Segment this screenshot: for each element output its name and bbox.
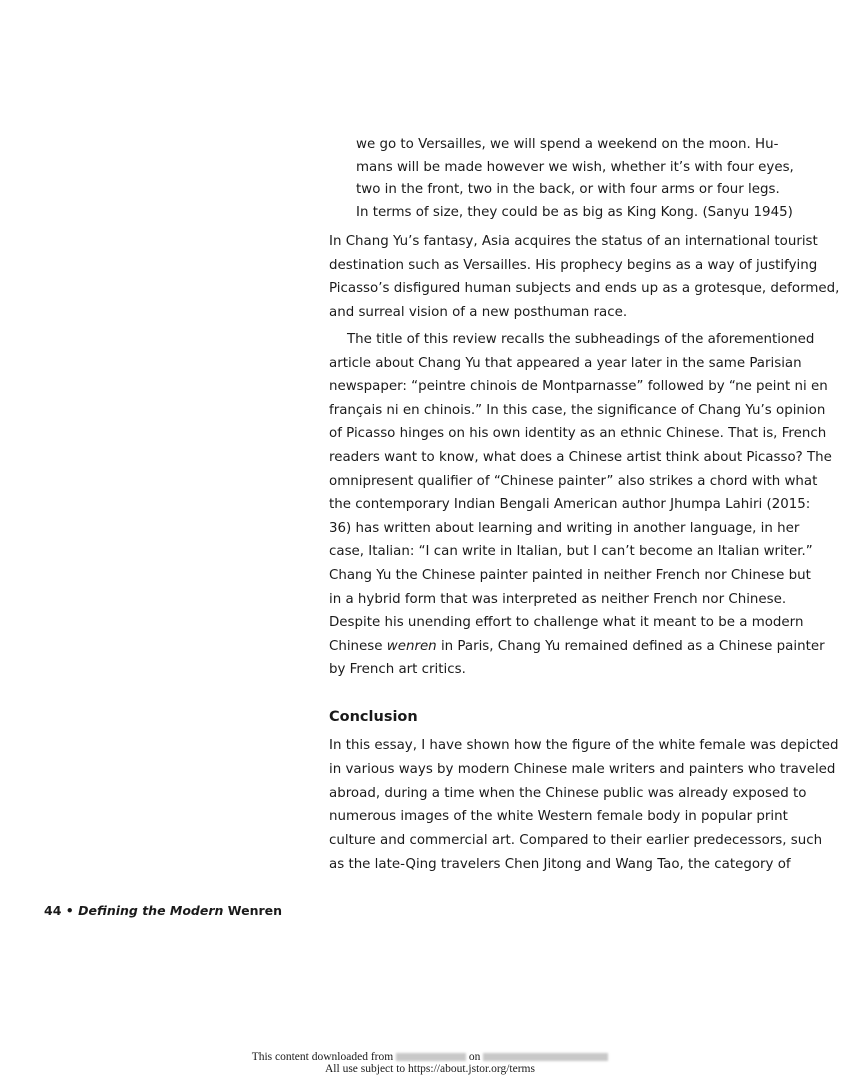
book-title-italic: Defining the Modern (78, 903, 224, 918)
text-line: In this essay, I have shown how the figure of the white female was depicted (329, 738, 839, 753)
text-line: two in the front, two in the back, or with four arms or four legs. (356, 182, 780, 197)
text-line: case, Italian: “I can write in Italian, but I can’t become an Italian writer.” (329, 544, 813, 560)
book-title-roman: Wenren (227, 903, 283, 918)
text-line: In terms of size, they could be as big as King Kong. (Sanyu 1945) (356, 204, 793, 220)
text-line: 36) has written about learning and writing in another language, in her (329, 520, 800, 536)
text-line: and surreal vision of a new posthuman race. (329, 304, 628, 320)
text-line: abroad, during a time when the Chinese public was already exposed to (329, 785, 807, 801)
text-line: the contemporary Indian Bengali American author Jhumpa Lahiri (2015: (329, 497, 811, 513)
text-line: culture and commercial art. Compared to their earlier predecessors, such (329, 833, 823, 849)
text-line: in a hybrid form that was interpreted as neither French nor Chinese. (329, 591, 787, 607)
text-line: article about Chang Yu that appeared a year later in the same Parisian (329, 355, 802, 371)
text-line: mans will be made however we wish, whether it’s with four eyes, (356, 159, 794, 175)
text-line: Despite his unending effort to challenge what it meant to be a modern (329, 615, 804, 631)
text-line: of Picasso hinges on his own identity as an ethnic Chinese. That is, French (329, 426, 827, 442)
text-line: omnipresent qualifier of “Chinese painter” also strikes a chord with what (329, 473, 818, 489)
section-heading: Conclusion (329, 709, 418, 725)
text-line: in various ways by modern Chinese male writers and painters who traveled (329, 761, 836, 777)
terms-notice: All use subject to https://about.jstor.org/terms (325, 1063, 535, 1075)
text-line: newspaper: “peintre chinois de Montparnasse” followed by “ne peint ni en (329, 379, 828, 395)
text-line: numerous images of the white Western female body in popular print (329, 809, 788, 825)
download-notice (0, 1051, 860, 1063)
text-line: as the late-Qing travelers Chen Jitong and Wang Tao, the category of (329, 857, 791, 872)
text-line: by French art critics. (329, 662, 466, 678)
running-footer (44, 903, 282, 918)
page-number: 44 (44, 903, 62, 918)
bullet: • (65, 903, 74, 918)
redacted-ip (396, 1053, 466, 1061)
text-line: Chang Yu the Chinese painter painted in neither French nor Chinese but (329, 568, 811, 583)
text-line: Chinese wenren in Paris, Chang Yu remained defined as a Chinese painter (329, 638, 825, 654)
text-line: readers want to know, what does a Chinese artist think about Picasso? The (329, 450, 832, 465)
text-line: français ni en chinois.” In this case, the significance of Chang Yu’s opinion (329, 402, 826, 418)
text-line: we go to Versailles, we will spend a weekend on the moon. Hu- (356, 137, 779, 152)
text-line: destination such as Versailles. His prophecy begins as a way of justifying (329, 257, 818, 273)
notice-text: on (468, 1051, 481, 1063)
text-line: The title of this review recalls the subheadings of the aforementioned (347, 332, 815, 347)
text-line: In Chang Yu’s fantasy, Asia acquires the status of an international tourist (329, 234, 818, 249)
notice-text: This content downloaded from (251, 1051, 394, 1063)
text-line: Picasso’s disfigured human subjects and ends up as a grotesque, deformed, (329, 281, 840, 297)
redacted-date (483, 1053, 608, 1061)
